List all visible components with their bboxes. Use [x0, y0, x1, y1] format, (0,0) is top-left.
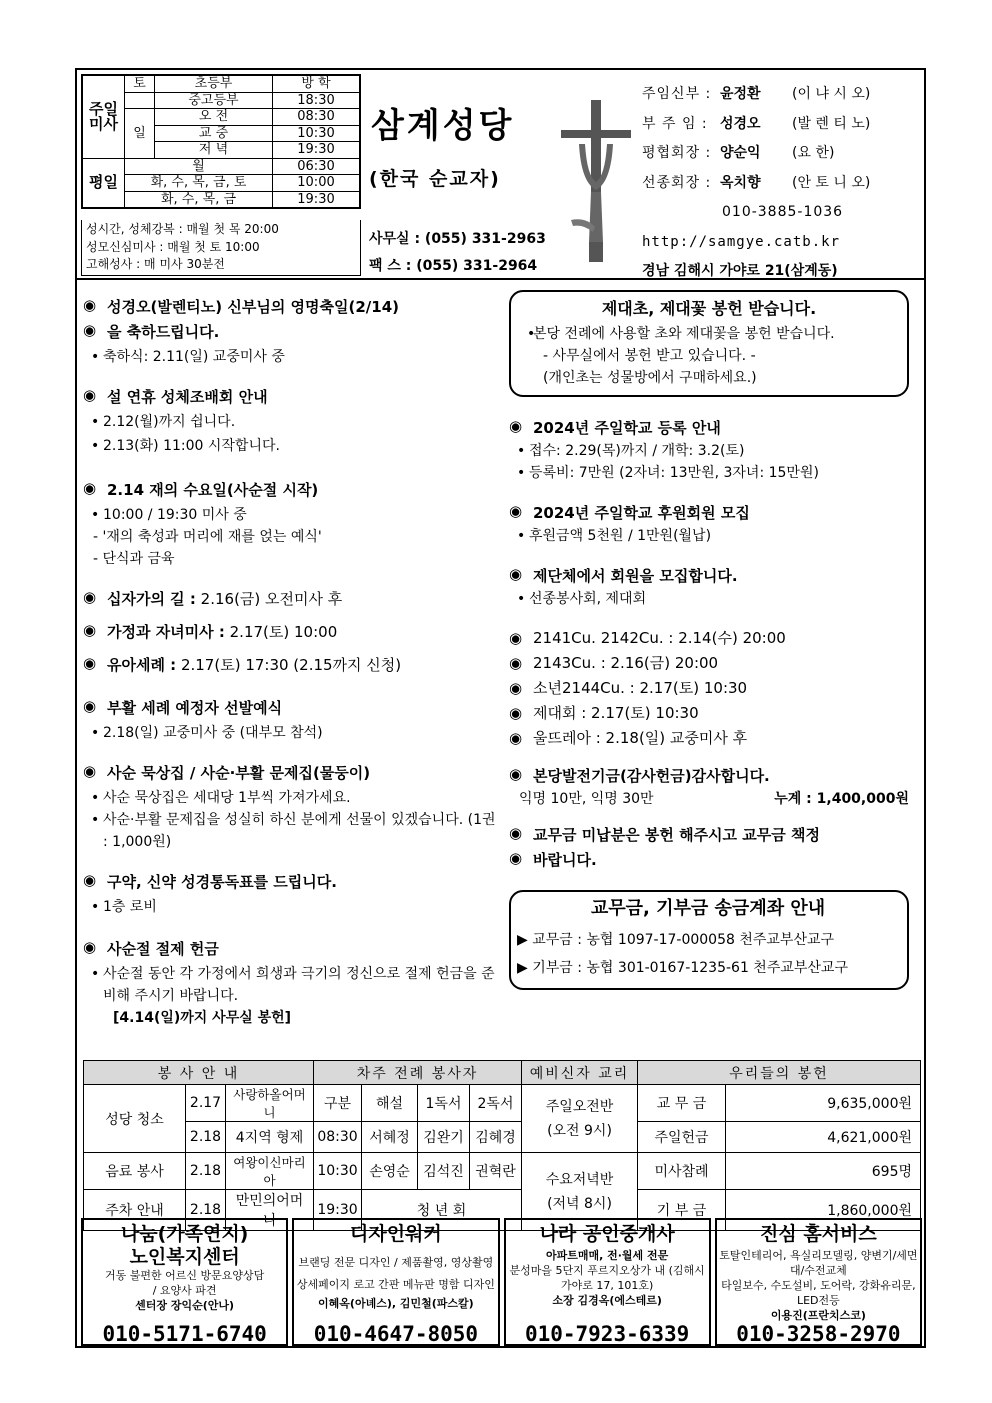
notice-heading: ◉ 구약, 신약 성경통독표를 드립니다.: [83, 871, 497, 892]
office-phone: 사무실 : (055) 331-2963: [369, 231, 546, 247]
ad-phone: 010-3258-2970: [736, 1322, 901, 1346]
notice-line: - 사무실에서 봉헌 받고 있습니다. -: [543, 348, 756, 364]
ad-box: 진심 홈서비스 토탈인테리어, 욕실리모델링, 양변기/세면대/수전교체 타일보수, 수도설비, 도어락, 강화유리문, LED전등 이용진(프란치스코) 010-3258-2970: [715, 1218, 922, 1346]
notice-heading: ◉ 유아세례 : 2.17(토) 17:30 (2.15까지 신청): [83, 654, 497, 675]
right-column: [509, 290, 909, 990]
notice-heading: ◉ 교무금 미납분은 봉헌 해주시고 교무금 책정: [509, 824, 909, 845]
ad-phone: 010-7923-6339: [524, 1322, 690, 1346]
parish-address: 경남 김해시 가야로 21(삼계동): [642, 263, 838, 279]
notice-heading-cont: ◉ 을 축하드립니다.: [83, 321, 497, 342]
parish-url[interactable]: http://samgye.catb.kr: [642, 233, 841, 250]
mass-time: 18:30: [273, 92, 360, 109]
mass-note: 성시간, 성체강복 : 매월 첫 목 20:00: [86, 222, 279, 236]
notice-bullet: • 2.13(화) 11:00 시작합니다.: [83, 435, 497, 457]
cu-item: ◉ 2143Cu. : 2.16(금) 20:00: [509, 651, 909, 676]
mass-cell: 중고등부: [155, 92, 273, 109]
staff-row: 평협회장 : 양순익 (요 한): [642, 145, 835, 161]
sat-label: 토: [125, 76, 155, 93]
notice-bullet: • 후원금액 5천원 / 1만원(월납): [509, 525, 909, 547]
table-header: 예비신자 교리: [522, 1061, 638, 1085]
notice-heading: ◉ 본당발전기금(감사헌금)감사합니다.: [509, 765, 909, 786]
cu-item: ◉ 제대회 : 2.17(토) 10:30: [509, 701, 909, 726]
notice-heading: ◉ 2024년 주일학교 후원회원 모집: [509, 502, 909, 523]
ad-name: 디자인워커: [349, 1223, 442, 1245]
table-row: 음료 봉사 2.18 여왕이신마리아 10:30 손영순 김석진 권혁란 수요저녁반 (저녁 8시) 미사참례 695명: [84, 1153, 921, 1190]
notice-bullet: • 축하식: 2.11(일) 교중미사 중: [83, 346, 497, 368]
staff-row: 부 주 임 : 성경오 (발 렌 티 노): [642, 115, 871, 132]
parish-cross-logo-icon: [551, 92, 641, 270]
mass-notes: [81, 220, 361, 276]
table-header: 우리들의 봉헌: [638, 1061, 921, 1085]
ad-name: 노인복지센터: [129, 1246, 240, 1268]
sunday-mass-label: 주일 미사: [83, 76, 125, 159]
staff-phone: 010-3885-1036: [722, 204, 844, 220]
notice-heading: ◉ 제단체에서 회원을 모집합니다.: [509, 565, 909, 586]
mass-time: 방 학: [273, 76, 360, 93]
notice-heading-cont: ◉ 바랍니다.: [509, 849, 909, 870]
notice-bullet: • 등록비: 7만원 (2자녀: 13만원, 3자녀: 15만원): [509, 462, 909, 484]
notice-bullet: • 10:00 / 19:30 미사 중: [83, 504, 497, 526]
table-row: 2.18 4지역 형제 08:30 서혜정 김완기 김혜경 주일헌금 4,621,000원: [84, 1122, 921, 1153]
account-line: ▶ 기부금 : 농협 301-0167-1235-61 천주교부산교구: [517, 960, 848, 976]
mass-time: 10:30: [273, 125, 360, 142]
notice-bullet: • 2.18(일) 교중미사 중 (대부모 참석): [83, 722, 497, 744]
cu-item: ◉ 2141Cu. 2142Cu. : 2.14(수) 20:00: [509, 626, 909, 651]
cu-item: ◉ 울뜨레아 : 2.18(일) 교중미사 후: [509, 726, 909, 751]
weekday-mass-label: 평일: [83, 158, 125, 208]
notice-bullet: • 접수: 2.29(목)까지 / 개학: 3.2(토): [509, 440, 909, 462]
ad-phone: 010-4647-8050: [313, 1322, 479, 1346]
cu-item: ◉ 소년2144Cu. : 2.17(토) 10:30: [509, 676, 909, 701]
ad-box: 나눔(가족연지) 노인복지센터 거동 불편한 어르신 방문요양상담 / 요양사 파견 센터장 장익순(안나) 010-5171-6740: [81, 1218, 288, 1346]
table-row: 성당 청소 2.17 사랑하올어머니 구분 해설 1독서 2독서 주일오전반 (오전 9시) 교 무 금 9,635,000원: [84, 1085, 921, 1122]
ad-box: 나라 공인중개사 아파트매매, 전·월세 전문 분성마을 5단지 푸르지오상가 내 (김해시 가야로 17, 101호) 소장 김경옥(에스테르) 010-7923-6339: [504, 1218, 711, 1346]
service-table: [83, 1060, 921, 1231]
ads-row: [81, 1218, 922, 1346]
mass-cell: 초등부: [155, 76, 273, 93]
notice-heading: ◉ 성경오(발렌티노) 신부님의 영명축일(2/14): [83, 296, 497, 317]
mass-time: 06:30: [273, 158, 360, 175]
staff-list: [642, 80, 870, 287]
table-header: 차주 전례 봉사자: [314, 1061, 522, 1085]
mass-time: 08:30: [273, 109, 360, 126]
box-title: 교무금, 기부금 송금계좌 안내: [590, 898, 826, 919]
notice-heading: ◉ 가정과 자녀미사 : 2.17(토) 10:00: [83, 621, 497, 642]
notice-bullet: • 사순절 동안 각 가정에서 희생과 극기의 정신으로 절제 헌금을 준비해 주시기 바랍니다.: [83, 963, 497, 1007]
mass-cell: 교 중: [155, 125, 273, 142]
mass-cell: 월: [125, 158, 273, 175]
notice-heading: ◉ 사순절 절제 헌금: [83, 938, 497, 959]
cu-schedule: [509, 626, 909, 751]
header: [77, 70, 924, 280]
sun-label: 일: [125, 109, 155, 159]
altar-offering-box: [509, 290, 909, 397]
ad-phone: 010-5171-6740: [102, 1322, 267, 1346]
parish-title: 삼계성당: [371, 106, 515, 146]
box-title: 제대초, 제대꽃 봉헌 받습니다.: [601, 299, 817, 318]
mass-note: 고해성사 : 매 미사 30분전: [86, 257, 225, 271]
table-row: 주차 안내 2.18 만민의어머니 19:30 청 년 회 기 부 금 1,860,000원: [84, 1190, 921, 1231]
fax-number: 팩 스 : (055) 331-2964: [369, 258, 538, 274]
notice-heading: ◉ 십자가의 길 : 2.16(금) 오전미사 후: [83, 588, 497, 609]
notice-bullet: • 2.12(월)까지 쉽니다.: [83, 411, 497, 433]
ad-name: 진심 홈서비스: [760, 1223, 877, 1245]
notice-bullet: • 1층 로비: [83, 896, 497, 918]
mass-cell: 오 전: [155, 109, 273, 126]
notice-bullet: • 본당 전례에 사용할 초와 제대꽃을 봉헌 받습니다.: [519, 323, 899, 345]
staff-row: 주임신부 : 윤정환 (이 냐 시 오): [642, 86, 871, 102]
mass-note: 성모신심미사 : 매월 첫 토 10:00: [86, 239, 260, 254]
mass-time: 10:00: [273, 175, 360, 192]
bulletin-page: [75, 68, 926, 1348]
notice-bullet: • 사순·부활 문제집을 성실히 하신 분에게 선물이 있겠습니다. (1권 : 1,000원): [83, 809, 497, 853]
account-box: [509, 890, 909, 990]
notice-heading: ◉ 설 연휴 성체조배회 안내: [83, 386, 497, 407]
ad-name: 나라 공인중개사: [539, 1223, 675, 1245]
table-header: 봉 사 안 내: [84, 1061, 314, 1085]
mass-schedule: [81, 74, 361, 209]
staff-row: 선종회장 : 옥치향 (안 토 니 오): [642, 174, 871, 191]
notice-line: [4.14(일)까지 사무실 봉헌]: [113, 1010, 292, 1026]
notice-line: - '재의 축성과 머리에 재를 얹는 예식': [93, 529, 322, 545]
account-line: ▶ 교무금 : 농협 1097-17-000058 천주교부산교구: [517, 932, 835, 948]
mass-time: 19:30: [273, 142, 360, 159]
notice-heading: ◉ 2024년 주일학교 등록 안내: [509, 417, 909, 438]
notice-heading: ◉ 부활 세례 예정자 선발예식: [83, 697, 497, 718]
notice-heading: ◉ 2.14 재의 수요일(사순절 시작): [83, 479, 497, 500]
notice-bullet: • 사순 묵상집은 세대당 1부씩 가져가세요.: [83, 787, 497, 809]
notice-line: - 단식과 금육: [93, 551, 175, 567]
mass-cell: 저 녁: [155, 142, 273, 159]
notice-bullet: • 선종봉사회, 제대회: [509, 588, 909, 610]
notice-heading: ◉ 사순 묵상집 / 사순·부활 문제집(물둥이): [83, 762, 497, 783]
notice-line: (개인초는 성물방에서 구매하세요.): [543, 370, 757, 386]
parish-subtitle: (한국 순교자): [369, 168, 501, 190]
office-contacts: [369, 226, 546, 280]
mass-cell: 화, 수, 목, 금: [125, 191, 273, 208]
ad-name: 나눔(가족연지): [120, 1223, 249, 1245]
mass-cell: 화, 수, 목, 금, 토: [125, 175, 273, 192]
mass-time: 19:30: [273, 191, 360, 208]
donation-line: 익명 10만, 익명 30만 누계 : 1,400,000원: [519, 791, 909, 807]
ad-box: 디자인워커 브랜딩 전문 디자인 / 제품촬영, 영상촬영 상세페이지 로고 간판 메뉴판 명함 디자인 이혜옥(아녜스), 김민철(파스칼) 010-4647-8050: [292, 1218, 499, 1346]
left-column: [83, 296, 497, 1029]
